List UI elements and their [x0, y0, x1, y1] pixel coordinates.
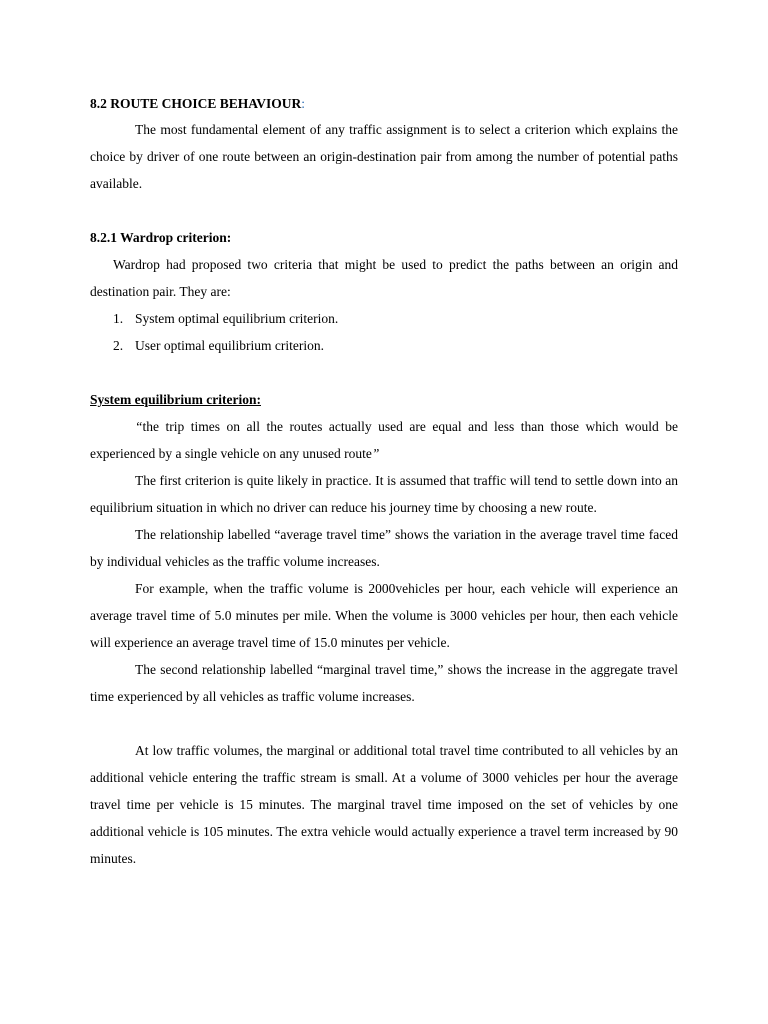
spacer [90, 359, 678, 386]
list-item [90, 305, 678, 332]
criteria-list [90, 305, 678, 359]
quote-text: the trip times on all the routes actually used are equal and less than those which would be experienced by a single vehicle on any unused route [90, 419, 678, 461]
list-item-text: User optimal equilibrium criterion. [135, 338, 324, 353]
system-heading: System equilibrium criterion: [90, 392, 261, 407]
section-heading [90, 90, 678, 116]
wardrop-heading: 8.2.1 Wardrop criterion: [90, 230, 232, 245]
list-item-number: 1. [113, 311, 124, 326]
list-item [90, 332, 678, 359]
page-body [90, 90, 678, 872]
section-heading-text: 8.2 ROUTE CHOICE BEHAVIOUR [90, 96, 302, 111]
close-quote: ” [371, 446, 380, 461]
open-quote: “ [135, 419, 143, 434]
body-paragraph: The first criterion is quite likely in practice. It is assumed that traffic will tend to settle down into an equilibrium situation in which no driver can reduce his journey time by choosing a new route. [90, 473, 678, 515]
body-paragraph: For example, when the traffic volume is 2000vehicles per hour, each vehicle will experience an average travel time of 5.0 minutes per mile. When the volume is 3000 vehicles per hour, then each vehicle will experience an average travel time of 15.0 minutes per vehicle. [90, 581, 678, 650]
intro-paragraph: The most fundamental element of any traffic assignment is to select a criterion which explains the choice by driver of one route between an origin-destination pair from among the number of potential paths available. [90, 122, 678, 191]
final-paragraph: At low traffic volumes, the marginal or additional total travel time contributed to all vehicles by an additional vehicle entering the traffic stream is small. At a volume of 3000 vehicles per hour the average travel time per vehicle is 15 minutes. The marginal travel time imposed on the set of vehicles by one additional vehicle is 105 minutes. The extra vehicle would actually experience a travel term increased by 90 minutes. [90, 743, 678, 866]
list-item-text: System optimal equilibrium criterion. [135, 311, 339, 326]
body-paragraph: The relationship labelled “average travel time” shows the variation in the average travel time faced by individual vehicles as the traffic volume increases. [90, 527, 678, 569]
quote-paragraph [90, 413, 678, 467]
spacer [90, 197, 678, 224]
spacer [90, 710, 678, 737]
wardrop-intro: Wardrop had proposed two criteria that might be used to predict the paths between an origin and destination pair. They are: [90, 257, 678, 299]
list-item-number: 2. [113, 338, 124, 353]
section-heading-colon: : [301, 96, 306, 111]
body-paragraph: The second relationship labelled “marginal travel time,” shows the increase in the aggregate travel time experienced by all vehicles as traffic volume increases. [90, 662, 678, 704]
